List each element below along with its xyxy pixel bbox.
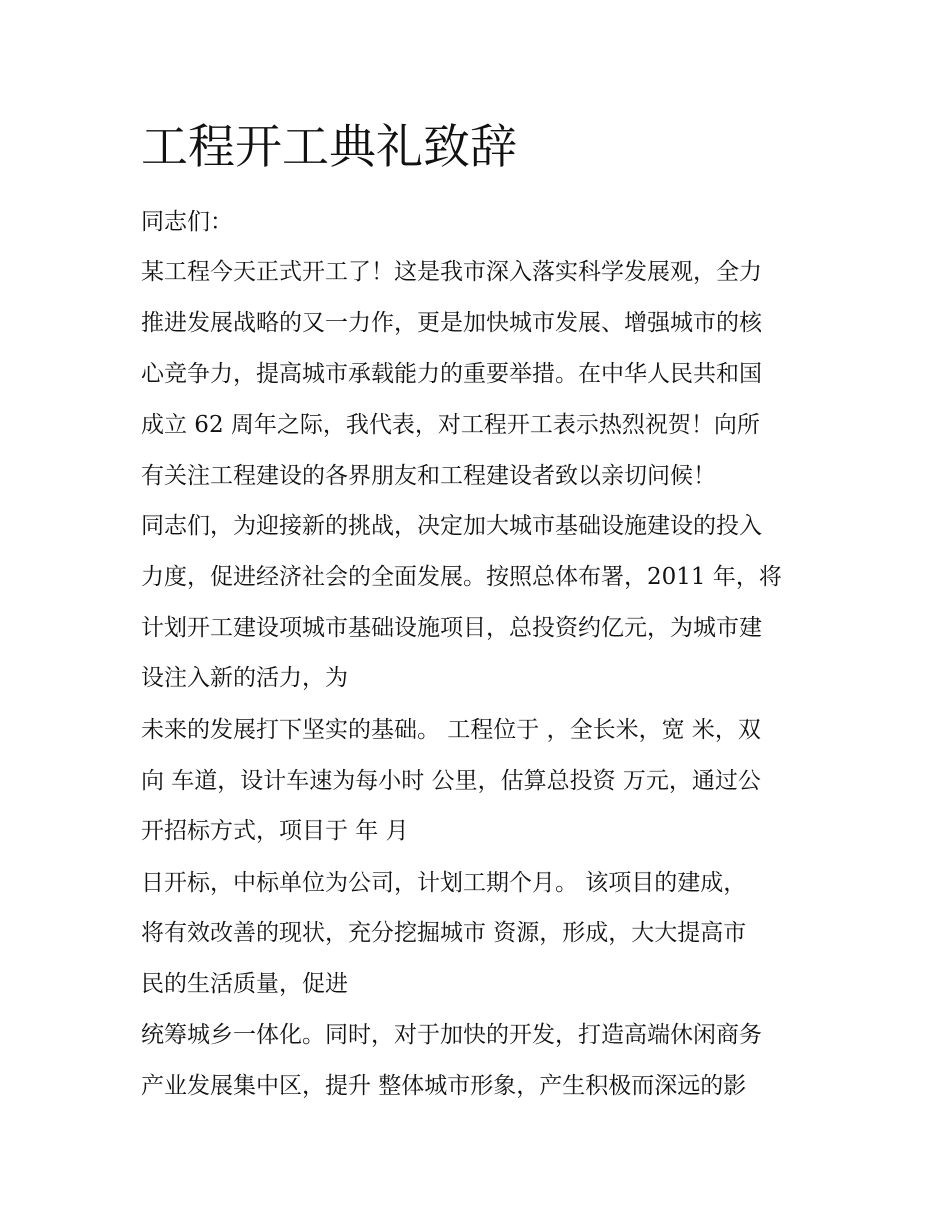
text-line: 日开标，中标单位为公司，计划工期个月。 该项目的建成， (141, 870, 747, 896)
text-line: 民的生活质量，促进 (141, 971, 348, 997)
text-line: 某工程今天正式开工了！这是我市深入落实科学发展观，全力 (141, 259, 762, 285)
text-line: 开招标方式，项目于 年 月 (141, 818, 409, 844)
text-line: 产业发展集中区，提升 整体城市形象，产生积极而深远的影 (141, 1073, 747, 1099)
text-line: 心竞争力，提高城市承载能力的重要举措。在中华人民共和国 (141, 361, 762, 387)
text-line: 推进发展战略的又一力作，更是加快城市发展、增强城市的核 (141, 310, 762, 336)
text-line: 设注入新的活力，为 (141, 665, 348, 691)
text-line: 统筹城乡一体化。同时，对于加快的开发，打造高端休闲商务 (141, 1022, 762, 1048)
document-title: 工程开工典礼致辞 (141, 120, 517, 175)
text-line: 力度，促进经济社会的全面发展。按照总体布署，2011 年，将 (141, 564, 782, 590)
text-line: 计划开工建设项城市基础设施项目，总投资约亿元，为城市建 (141, 615, 762, 641)
text-line: 向 车道，设计车速为每小时 公里，估算总投资 万元，通过公 (141, 768, 761, 794)
text-line: 有关注工程建设的各界朋友和工程建设者致以亲切问候！ (141, 463, 716, 489)
text-line: 同志们，为迎接新的挑战，决定加大城市基础设施建设的投入 (141, 513, 762, 539)
text-line: 将有效改善的现状，充分挖掘城市 资源，形成，大大提高市 (141, 920, 747, 946)
text-line: 未来的发展打下坚实的基础。 工程位于 ，全长米，宽 米，双 (141, 717, 761, 743)
text-line: 同志们： (141, 209, 233, 235)
text-line: 成立 62 周年之际，我代表，对工程开工表示热烈祝贺！向所 (141, 412, 760, 438)
